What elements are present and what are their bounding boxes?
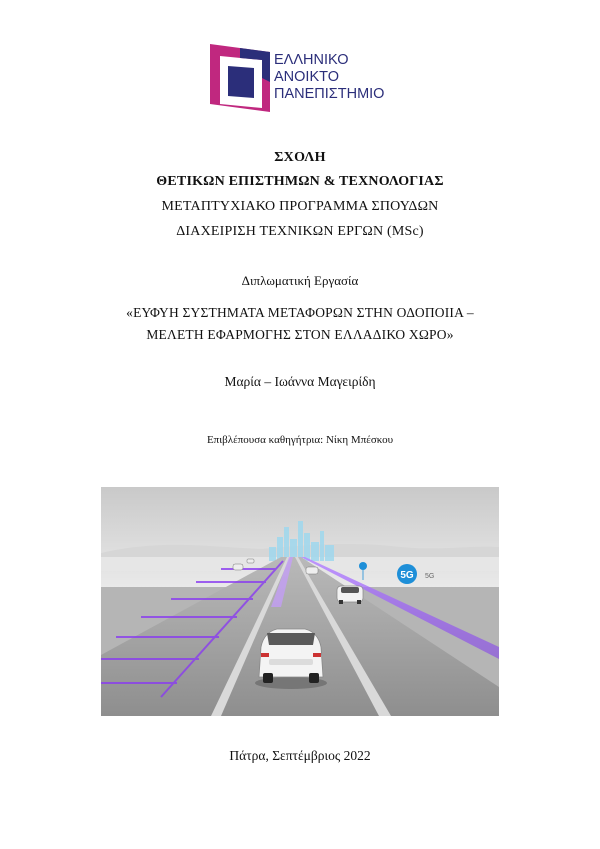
course-heading: ΔΙΑΧΕΙΡΙΣΗ ΤΕΧΝΙΚΩΝ ΕΡΓΩΝ (MSc) — [176, 224, 424, 239]
thesis-title-line-2: ΜΕΛΕΤΗ ΕΦΑΡΜΟΓΗΣ ΣΤΟΝ ΕΛΛΑΔΙΚΟ ΧΩΡΟ» — [146, 327, 454, 342]
logo-line-2: ΑΝΟΙΚΤΟ — [274, 69, 339, 85]
faculty-heading: ΘΕΤΙΚΩΝ ΕΠΙΣΤΗΜΩΝ & ΤΕΧΝΟΛΟΓΙΑΣ — [156, 174, 444, 189]
logo-line-3: ΠΑΝΕΠΙΣΤΗΜΙΟ — [274, 86, 385, 102]
university-logo — [208, 42, 408, 114]
thesis-title-line-1: «ΕΥΦΥΗ ΣΥΣΤΗΜΑΤΑ ΜΕΤΑΦΟΡΩΝ ΣΤΗΝ ΟΔΟΠΟΙΙΑ – — [126, 305, 474, 320]
date-line: Πάτρα, Σεπτέμβριος 2022 — [229, 748, 371, 763]
logo-wordmark — [274, 52, 384, 103]
middle-car — [337, 586, 363, 604]
foreground-car — [255, 629, 327, 689]
5g-side-label: 5G — [425, 573, 435, 580]
5g-badge-label: 5G — [400, 570, 414, 581]
supervisor-line: Επιβλέπουσα καθηγήτρια: Νίκη Μπέσκου — [206, 434, 394, 446]
program-heading: ΜΕΤΑΠΤΥΧΙΑΚΟ ΠΡΟΓΡΑΜΜΑ ΣΠΟΥΔΩΝ — [161, 199, 439, 214]
smart-road-illustration — [101, 487, 499, 716]
thesis-type: Διπλωματική Εργασία — [241, 273, 359, 288]
logo-line-1: ΕΛΛΗΝΙΚΟ — [274, 52, 349, 68]
school-heading: ΣΧΟΛΗ — [274, 150, 326, 165]
smart-road-image — [101, 487, 499, 716]
university-logo-mark — [208, 42, 272, 114]
author-name: Μαρία – Ιωάννα Μαγειρίδη — [224, 374, 376, 389]
